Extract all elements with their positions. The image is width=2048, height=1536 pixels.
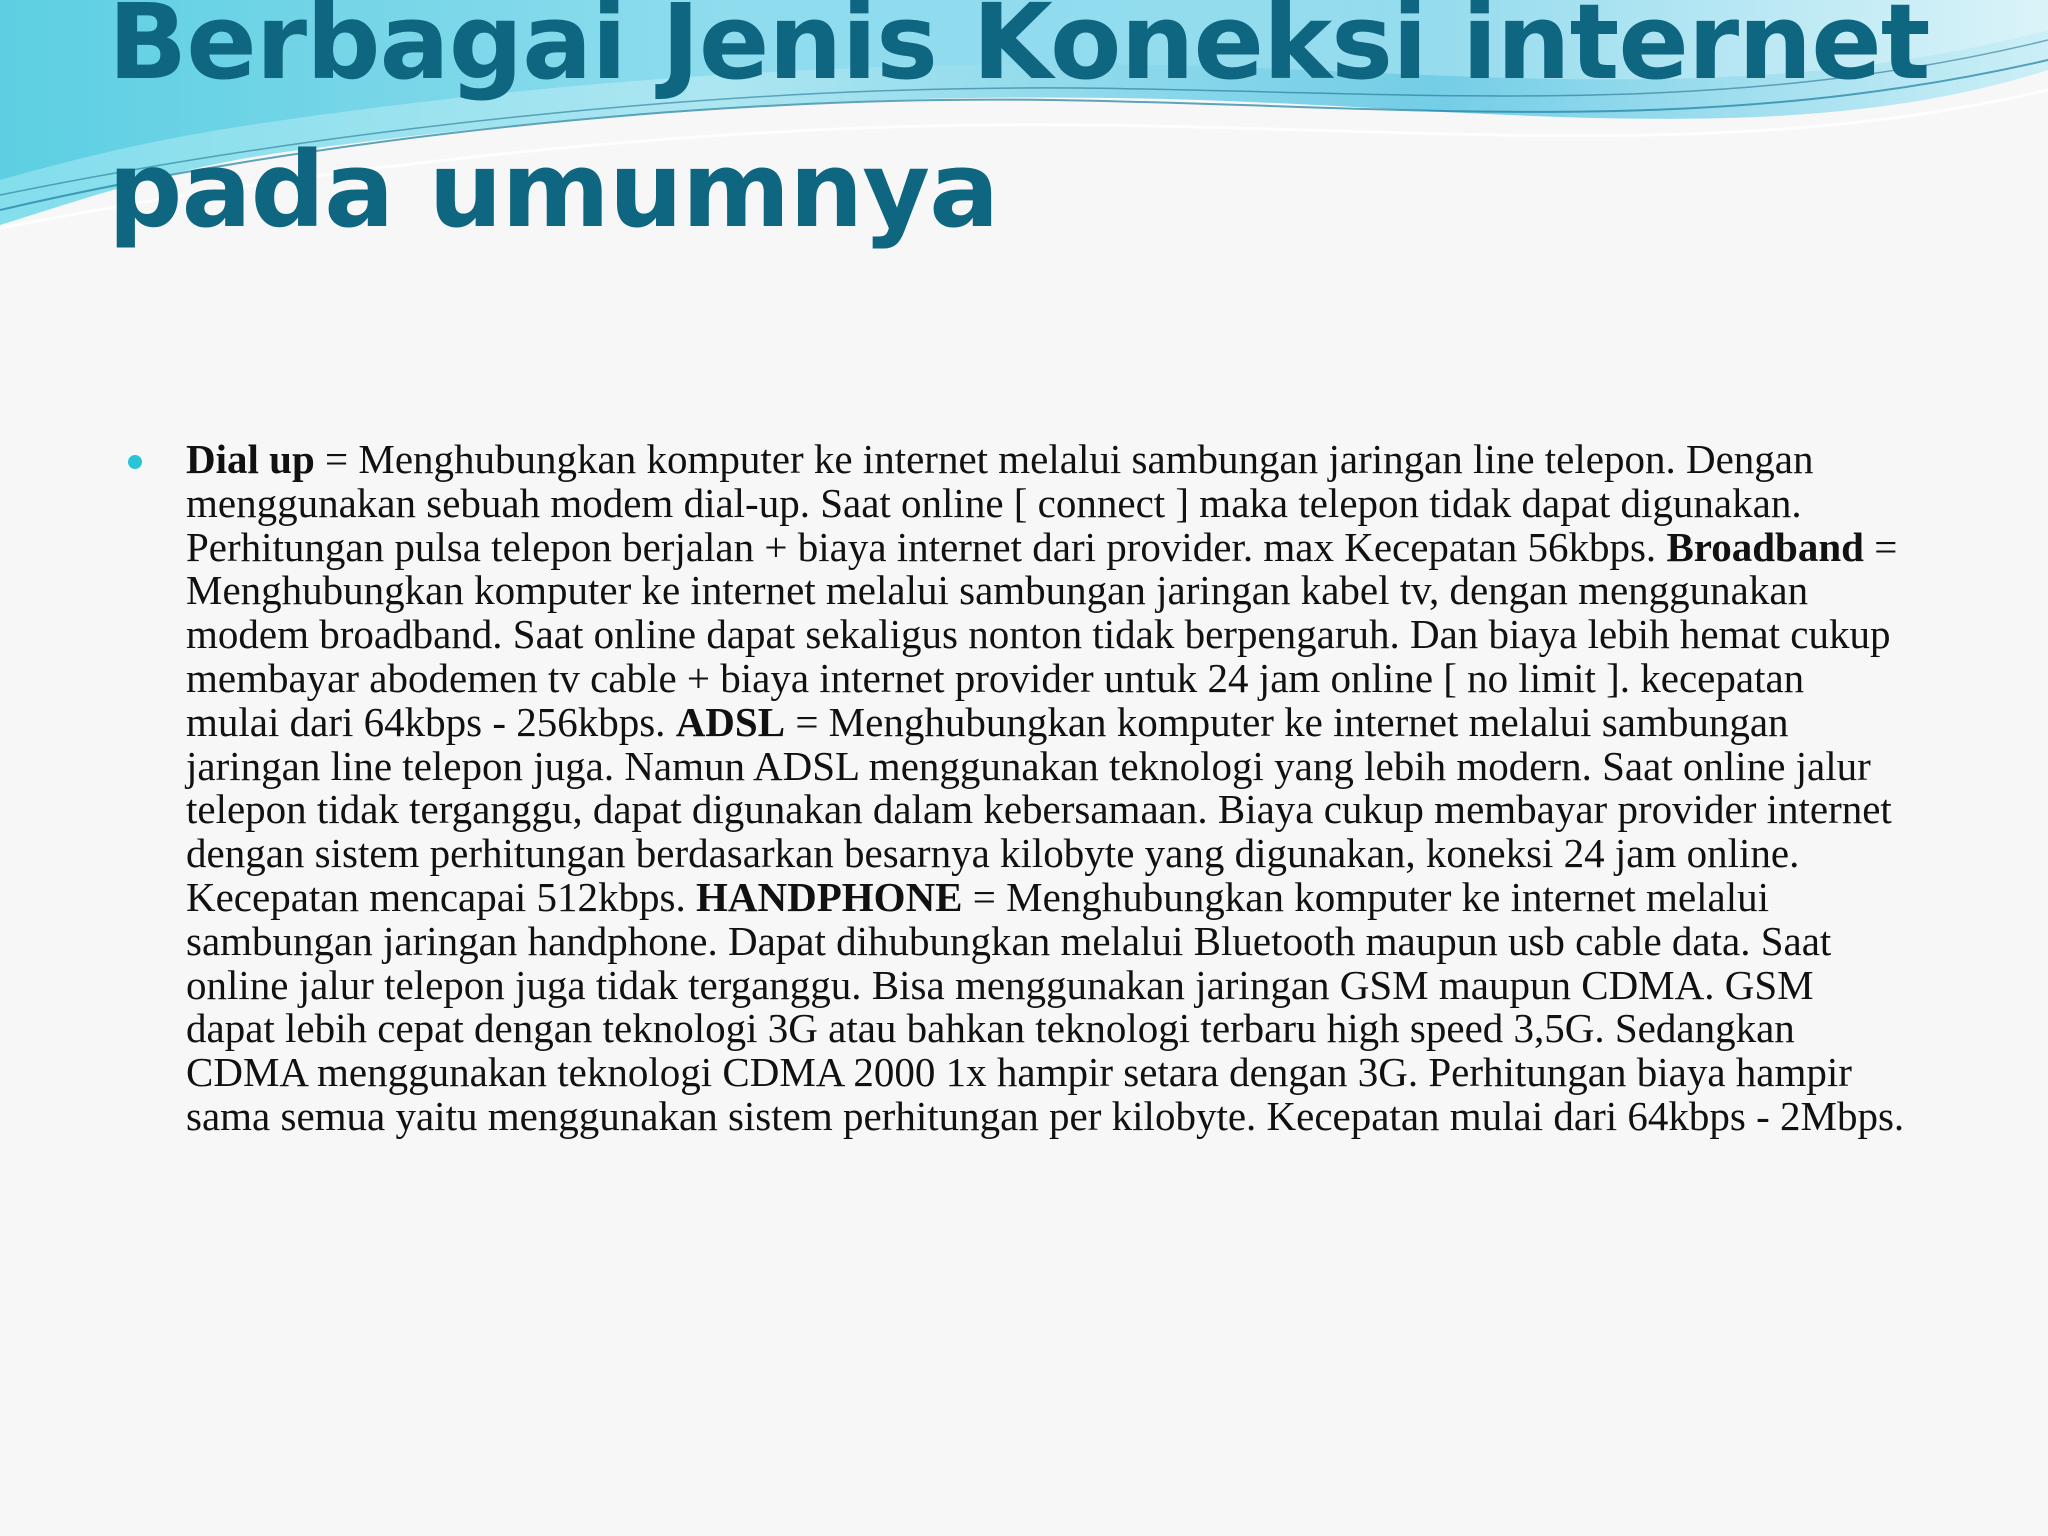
desc-dial-up: = Menghubungkan komputer ke internet melalui sambungan jaringan line telepon. Dengan menggunakan sebuah modem dial-up. Saat online [ connect ] maka telepon tidak dapat digunakan. Perhitungan pulsa telepon berjalan + biaya internet dari provider. max Kecepatan 56kbps. bbox=[186, 436, 1814, 570]
desc-adsl: = Menghubungkan komputer ke internet melalui sambungan jaringan line telepon juga. Namun ADSL menggunakan teknologi yang lebih modern. Saat online jalur telepon tidak terganggu, dapat digunakan dalam kebersamaan. Biaya cukup membayar provider internet dengan sistem perhitungan berdasarkan besarnya kilobyte yang digunakan, koneksi 24 jam online. Kecepatan mencapai 512kbps. bbox=[186, 698, 1892, 920]
bullet-paragraph bbox=[186, 438, 1906, 1139]
term-handphone: HANDPHONE bbox=[696, 873, 963, 920]
bullet-content bbox=[186, 438, 1906, 1139]
slide-title: Berbagai Jenis Koneksi internet pada umumnya bbox=[108, 0, 1930, 251]
term-dial-up: Dial up bbox=[186, 436, 315, 482]
term-adsl: ADSL bbox=[675, 698, 786, 745]
desc-broadband: = Menghubungkan komputer ke internet melalui sambungan jaringan kabel tv, dengan menggunakan modem broadband. Saat online dapat sekaligus nonton tidak berpengaruh. Dan biaya lebih hemat cukup membayar abodemen tv cable + biaya internet provider untuk 24 jam online [ no limit ]. kecepatan mulai dari 64kbps - 256kbps. bbox=[186, 523, 1898, 745]
desc-handphone: = Menghubungkan komputer ke internet melalui sambungan jaringan handphone. Dapat dihubungkan melalui Bluetooth maupun usb cable data. Saat online jalur telepon juga tidak terganggu. Bisa menggunakan jaringan GSM maupun CDMA. GSM dapat lebih cepat dengan teknologi 3G atau bahkan teknologi terbaru high speed 3,5G. Sedangkan CDMA menggunakan teknologi CDMA 2000 1x hampir setara dengan 3G. Perhitungan biaya hampir sama semua yaitu menggunakan sistem perhitungan per kilobyte. Kecepatan mulai dari 64kbps - 2Mbps. bbox=[186, 873, 1905, 1139]
bullet-icon bbox=[128, 455, 142, 469]
term-broadband: Broadband bbox=[1666, 523, 1864, 570]
